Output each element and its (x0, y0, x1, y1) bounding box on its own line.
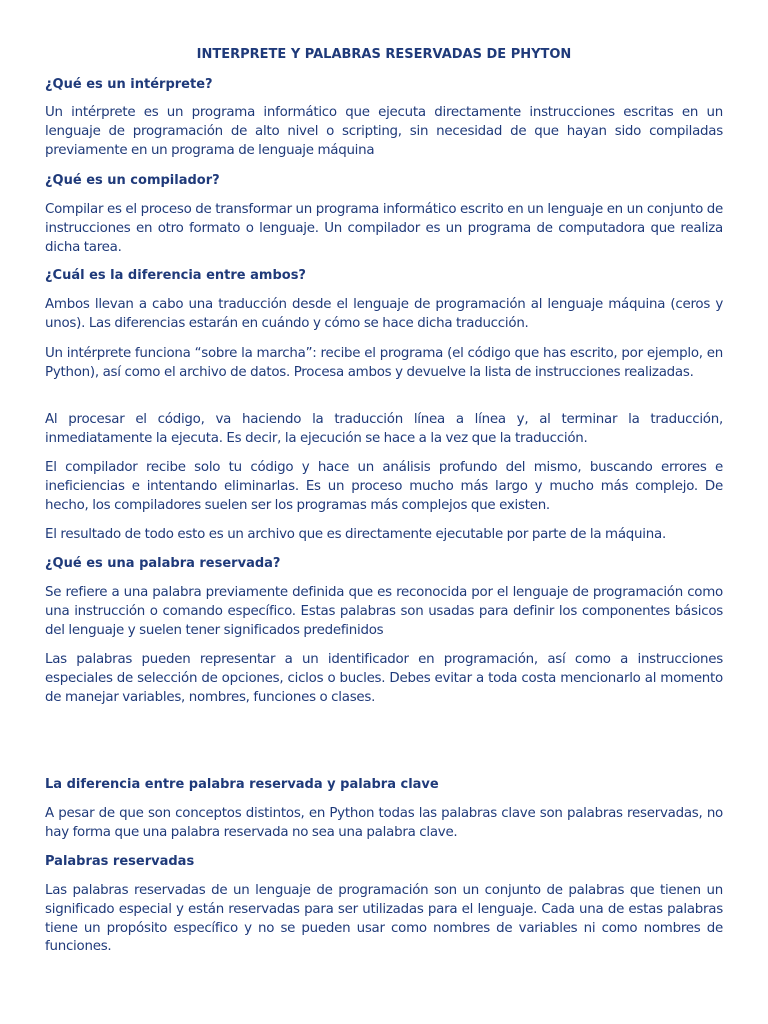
heading-reserved-word: ¿Qué es una palabra reservada? (45, 556, 281, 571)
paragraph-difference-3: Al procesar el código, va haciendo la traducción línea a línea y, al terminar la traducción, inmediatamente la ejecuta. Es decir, la ejecución se hace a la vez que la traducción. (45, 412, 723, 446)
heading-interpreter: ¿Qué es un intérprete? (45, 77, 213, 92)
heading-reserved-words: Palabras reservadas (45, 854, 195, 869)
paragraph-interpreter: Un intérprete es un programa informático que ejecuta directamente instrucciones escritas en un lenguaje de programación de alto nivel o scripting, sin necesidad de que hayan sido compiladas previamente en un programa de lenguaje máquina (45, 105, 723, 158)
paragraph-difference-1: Ambos llevan a cabo una traducción desde el lenguaje de programación al lenguaje máquina (ceros y unos). Las diferencias estarán en cuándo y cómo se hace dicha traducción. (45, 297, 723, 331)
heading-difference: ¿Cuál es la diferencia entre ambos? (45, 268, 306, 283)
paragraph-difference-4: El compilador recibe solo tu código y hace un análisis profundo del mismo, buscando errores e ineficiencias e intentando eliminarlas. Es un proceso mucho más largo y mucho más complejo. De hecho, los compiladores suelen ser los programas más complejos que existen. (45, 460, 723, 513)
paragraph-reserved-words: Las palabras reservadas de un lenguaje de programación son un conjunto de palabras que tienen un significado especial y están reservadas para ser utilizadas para el lenguaje. Cada una de estas palabras tiene un propósito específico y no se pueden usar como nombres de variables ni como nombres de funciones. (45, 883, 723, 955)
paragraph-reserved-1: Se refiere a una palabra previamente definida que es reconocida por el lenguaje de programación como una instrucción o comando específico. Estas palabras son usadas para definir los componentes básicos del lenguaje y suelen tener significados predefinidos (45, 585, 723, 638)
paragraph-difference-5: El resultado de todo esto es un archivo que es directamente ejecutable por parte de la máquina. (45, 527, 666, 542)
paragraph-reserved-2: Las palabras pueden representar a un identificador en programación, así como a instrucciones especiales de selección de opciones, ciclos o bucles. Debes evitar a toda costa mencionarlo al momento de manejar variables, nombres, funciones o clases. (45, 652, 723, 705)
paragraph-keyword: A pesar de que son conceptos distintos, en Python todas las palabras clave son palabras reservadas, no hay forma que una palabra reservada no sea una palabra clave. (45, 806, 723, 840)
paragraph-difference-2: Un intérprete funciona “sobre la marcha”: recibe el programa (el código que has escrito, por ejemplo, en Python), así como el archivo de datos. Procesa ambos y devuelve la lista de instrucciones realizadas. (45, 346, 723, 380)
document-title: INTERPRETE Y PALABRAS RESERVADAS DE PHYTON (196, 47, 572, 62)
heading-compiler: ¿Qué es un compilador? (45, 173, 220, 188)
heading-keyword-difference: La diferencia entre palabra reservada y palabra clave (45, 777, 439, 792)
paragraph-compiler: Compilar es el proceso de transformar un programa informático escrito en un lenguaje en un conjunto de instrucciones en otro formato o lenguaje. Un compilador es un programa de computadora que realiza dicha tarea. (45, 202, 723, 255)
